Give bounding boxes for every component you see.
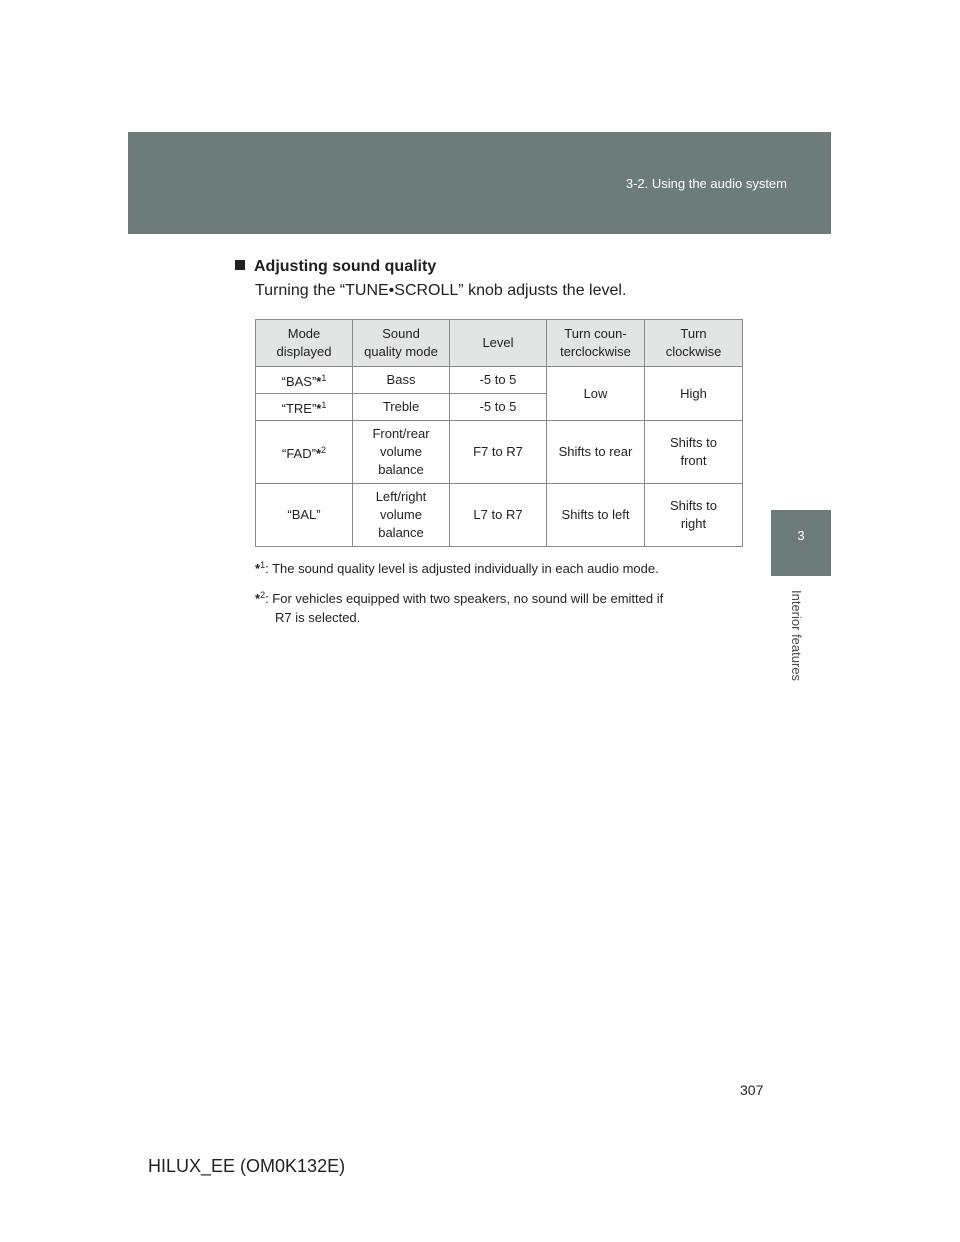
- header-level: Level: [450, 320, 547, 367]
- sound-quality-table: [255, 319, 743, 547]
- chapter-tab: [771, 510, 831, 576]
- header-band: [128, 132, 831, 234]
- header-sound-quality: Sound quality mode: [353, 320, 450, 367]
- section-heading: [235, 258, 436, 276]
- header-mode: Mode displayed: [256, 320, 353, 367]
- table-header-row: [256, 320, 743, 367]
- header-clockwise: Turn clockwise: [645, 320, 743, 367]
- heading-text: Adjusting sound quality: [254, 258, 437, 275]
- chapter-number: 3: [797, 528, 805, 543]
- cell-quality: Left/right volume balance: [353, 484, 450, 547]
- cell-mode: “BAL”: [256, 484, 353, 547]
- cell-mode: “TRE”*$^1$: [256, 394, 353, 421]
- document-code: HILUX_EE (OM0K132E): [148, 1156, 346, 1176]
- chapter-label: Interior features: [789, 590, 804, 682]
- page-number: 307: [740, 1082, 764, 1098]
- cell-level: F7 to R7: [450, 421, 547, 484]
- cell-quality: Bass: [353, 367, 450, 394]
- square-bullet-icon: [235, 260, 245, 270]
- cell-counterclockwise: Shifts to rear: [547, 421, 645, 484]
- section-title: 3-2. Using the audio system: [625, 176, 787, 191]
- cell-counterclockwise: Shifts to left: [547, 484, 645, 547]
- footnote-1: *$^1$: The sound quality level is adjusted individually in each audio mode.: [255, 560, 659, 576]
- cell-quality: Front/rear volume balance: [353, 421, 450, 484]
- cell-clockwise: High: [645, 367, 743, 421]
- table-row: [256, 367, 743, 394]
- cell-level: -5 to 5: [450, 367, 547, 394]
- table-row: [256, 421, 743, 484]
- cell-mode: “BAS”*$^1$: [256, 367, 353, 394]
- intro-text: Turning the “TUNE•SCROLL” knob adjusts the level.: [255, 282, 627, 299]
- cell-counterclockwise: Low: [547, 367, 645, 421]
- footnote-2: *$^2$: For vehicles equipped with two speakers, no sound will be emitted if R7 is selected.: [255, 590, 664, 625]
- cell-level: -5 to 5: [450, 394, 547, 421]
- table-row: [256, 484, 743, 547]
- cell-mode: “FAD”*$^2$: [256, 421, 353, 484]
- header-counterclockwise: Turn coun- terclockwise: [547, 320, 645, 367]
- cell-level: L7 to R7: [450, 484, 547, 547]
- cell-clockwise: Shifts to front: [645, 421, 743, 484]
- cell-quality: Treble: [353, 394, 450, 421]
- cell-clockwise: Shifts to right: [645, 484, 743, 547]
